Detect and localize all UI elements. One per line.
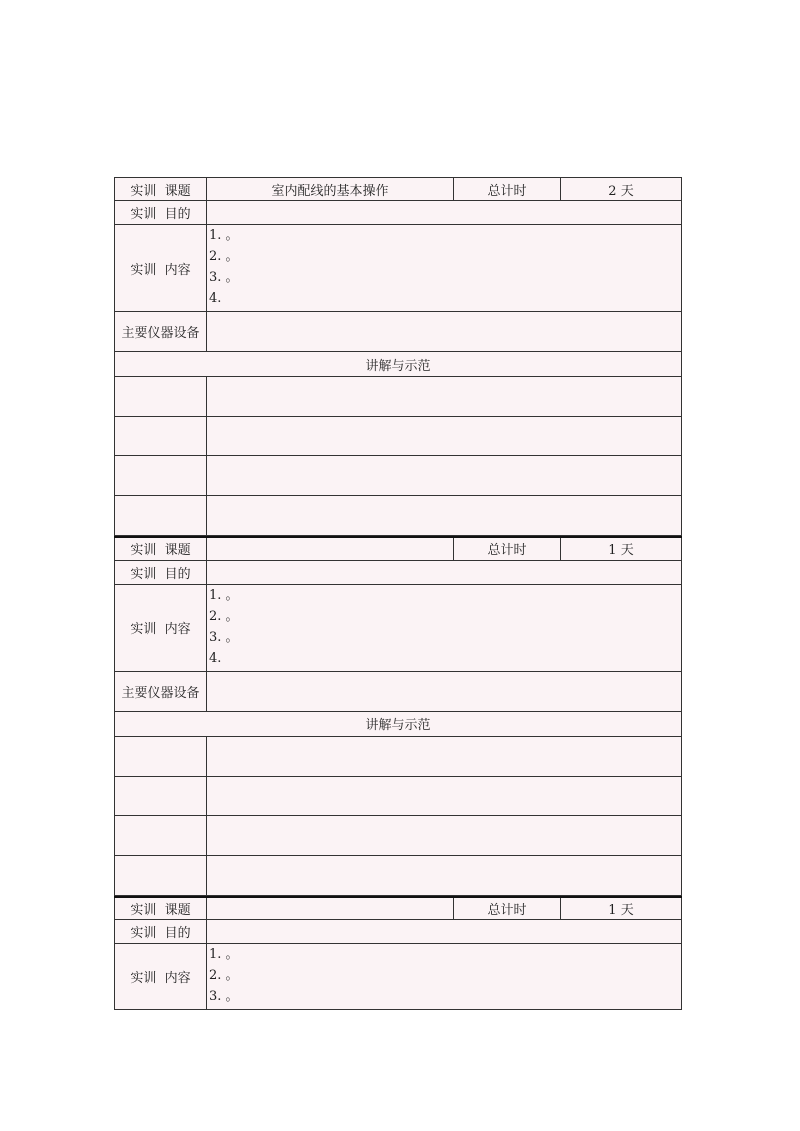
total-hours-value[interactable]: 1 天 [561,897,682,920]
step-label-cell[interactable] [115,815,207,855]
content-list[interactable] [207,584,682,671]
section-title: 讲解与示范 [115,352,682,377]
content-item: 1. 。 [209,947,239,962]
goal-value[interactable] [207,560,682,584]
total-hours-label: 总计时 [454,897,561,920]
content-item: 3. 。 [209,989,239,1004]
topic-label: 实训 课题 [115,537,207,560]
step-label-cell[interactable] [115,377,207,417]
content-label: 实训 内容 [115,584,207,671]
equipment-value[interactable] [207,312,682,352]
goal-value[interactable] [207,201,682,225]
total-hours-label: 总计时 [454,178,561,201]
content-item: 4. [209,291,222,306]
step-label-cell[interactable] [115,855,207,895]
equipment-label: 主要仪器设备 [115,671,207,711]
total-hours-value[interactable]: 1 天 [561,537,682,560]
topic-label: 实训 课题 [115,897,207,920]
topic-value[interactable] [207,537,454,560]
step-label-cell[interactable] [115,456,207,496]
step-content-cell[interactable] [207,417,682,456]
topic-label: 实训 课题 [115,178,207,201]
goal-label: 实训 目的 [115,920,207,944]
topic-value[interactable] [207,897,454,920]
goal-label: 实训 目的 [115,560,207,584]
step-label-cell[interactable] [115,417,207,456]
total-hours-value[interactable]: 2 天 [561,178,682,201]
goal-label: 实训 目的 [115,201,207,225]
section-title: 讲解与示范 [115,711,682,736]
step-content-cell[interactable] [207,377,682,417]
step-content-cell[interactable] [207,815,682,855]
training-block-3 [114,896,682,1011]
step-content-cell[interactable] [207,855,682,895]
content-label: 实训 内容 [115,944,207,1010]
content-item: 2. 。 [209,968,239,983]
equipment-label: 主要仪器设备 [115,312,207,352]
goal-value[interactable] [207,920,682,944]
step-content-cell[interactable] [207,456,682,496]
content-label: 实训 内容 [115,225,207,312]
step-label-cell[interactable] [115,736,207,776]
step-label-cell[interactable] [115,496,207,536]
topic-value[interactable]: 室内配线的基本操作 [207,178,454,201]
content-item: 4. [209,650,222,666]
step-content-cell[interactable] [207,736,682,776]
training-plan-sheet [114,177,681,1010]
step-content-cell[interactable] [207,776,682,815]
content-item: 1. 。 [209,228,239,243]
content-item: 2. 。 [209,608,239,624]
training-block-2 [114,536,682,896]
content-item: 1. 。 [209,587,239,603]
content-item: 3. 。 [209,629,239,645]
content-list[interactable] [207,225,682,312]
content-list[interactable] [207,944,682,1010]
content-item: 3. 。 [209,270,239,285]
step-label-cell[interactable] [115,776,207,815]
equipment-value[interactable] [207,671,682,711]
step-content-cell[interactable] [207,496,682,536]
content-item: 2. 。 [209,249,239,264]
training-block-1 [114,177,682,536]
total-hours-label: 总计时 [454,537,561,560]
